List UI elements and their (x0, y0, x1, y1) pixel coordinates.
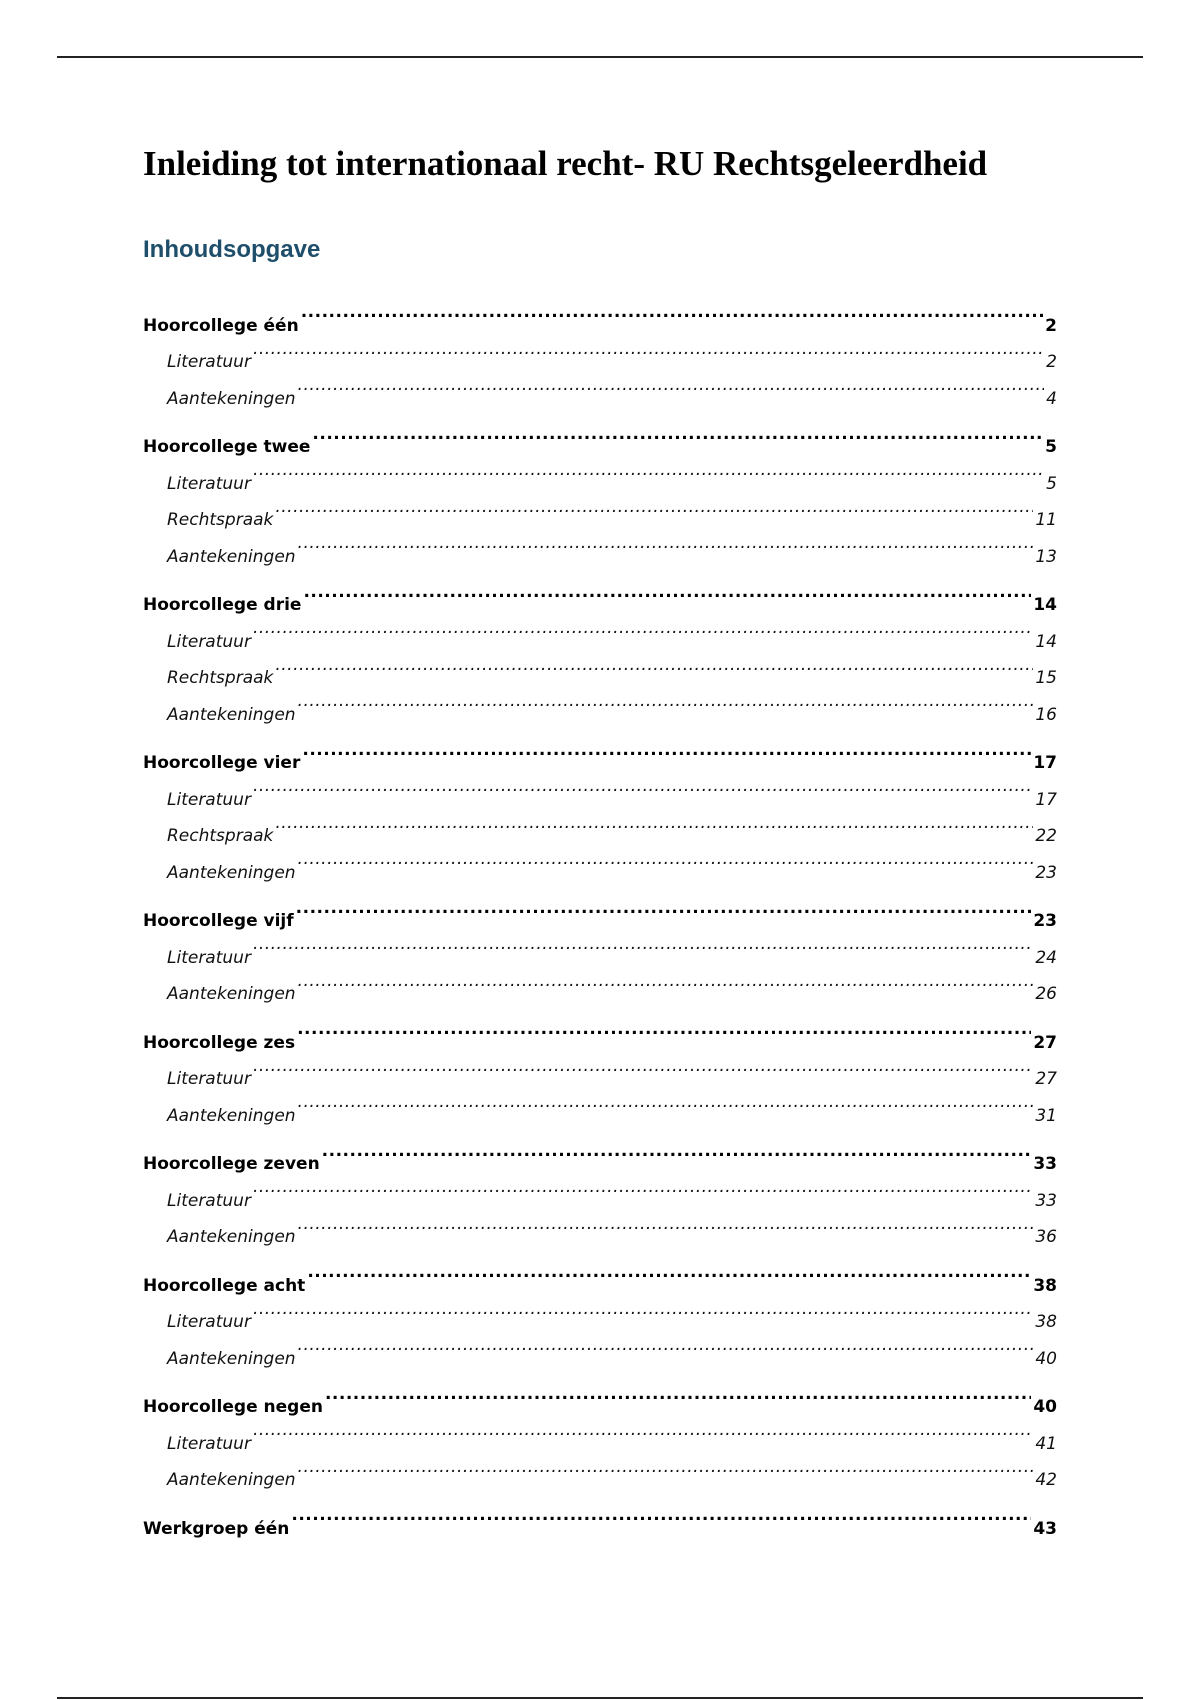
dot-leader (253, 768, 1033, 805)
dot-leader (322, 1133, 1032, 1170)
toc-entry[interactable] (143, 1376, 1057, 1417)
toc-page-number: 2 (1046, 352, 1057, 372)
dot-leader (296, 890, 1032, 927)
toc-page-number: 42 (1035, 1470, 1057, 1490)
toc-section (143, 1497, 1057, 1539)
toc-entry[interactable] (143, 1011, 1057, 1053)
toc-entry-label: Literatuur (167, 1312, 251, 1332)
dot-leader (301, 294, 1043, 331)
toc-section (143, 1254, 1057, 1369)
toc-section (143, 294, 1057, 409)
toc-entry[interactable] (143, 574, 1057, 615)
toc-page-number: 5 (1046, 473, 1057, 494)
toc-page-number: 40 (1035, 1348, 1057, 1369)
dot-leader (298, 1084, 1034, 1121)
toc-section (143, 1133, 1057, 1247)
toc-subentry[interactable] (143, 610, 1057, 652)
dot-leader (298, 963, 1034, 1000)
toc-entry-label: Rechtspraak (167, 826, 274, 846)
toc-page-number: 33 (1035, 1190, 1057, 1211)
toc-page-number: 4 (1046, 388, 1057, 409)
toc-entry-label: Hoorcollege vijf (143, 911, 294, 931)
toc-page-number: 14 (1035, 631, 1057, 652)
toc-page-number: 2 (1045, 315, 1057, 336)
toc-subentry[interactable] (143, 1048, 1057, 1089)
toc-page-number: 38 (1033, 1275, 1057, 1296)
dot-leader (298, 683, 1034, 720)
dot-leader (291, 1497, 1031, 1534)
toc-entry-label: Literatuur (167, 789, 251, 810)
toc-entry[interactable] (143, 1497, 1057, 1539)
toc-subentry[interactable] (143, 768, 1057, 810)
toc-entry-label: Aantekeningen (167, 546, 296, 567)
toc-entry-label: Aantekeningen (167, 984, 296, 1004)
table-of-contents (143, 294, 1057, 1546)
toc-page-number: 14 (1033, 595, 1057, 615)
toc-subentry[interactable] (143, 647, 1057, 688)
toc-section (143, 1376, 1057, 1490)
toc-subentry[interactable] (143, 1084, 1057, 1126)
toc-entry-label: Hoorcollege acht (143, 1275, 306, 1296)
toc-subentry[interactable] (143, 1327, 1057, 1369)
toc-entry-label: Aantekeningen (167, 1348, 296, 1369)
toc-entry-label: Aantekeningen (167, 704, 296, 725)
dot-leader (275, 489, 1033, 526)
toc-subentry[interactable] (143, 683, 1057, 725)
toc-page-number: 11 (1035, 510, 1057, 530)
toc-page-number: 43 (1033, 1518, 1057, 1539)
header-rule (57, 56, 1143, 58)
toc-page-number: 26 (1035, 984, 1057, 1004)
toc-heading: Inhoudsopgave (143, 236, 321, 263)
toc-entry-label: Literatuur (167, 947, 251, 968)
dot-leader (275, 805, 1033, 842)
toc-subentry[interactable] (143, 805, 1057, 846)
toc-entry[interactable] (143, 732, 1057, 773)
toc-page-number: 40 (1033, 1397, 1057, 1417)
toc-subentry[interactable] (143, 841, 1057, 883)
toc-page-number: 22 (1035, 826, 1057, 846)
dot-leader (303, 574, 1031, 611)
toc-page-number: 13 (1035, 546, 1057, 567)
toc-entry-label: Hoorcollege vier (143, 753, 301, 773)
toc-entry-label: Aantekeningen (167, 1227, 296, 1247)
toc-section (143, 732, 1057, 883)
dot-leader (253, 1048, 1033, 1085)
toc-entry[interactable] (143, 1254, 1057, 1296)
dot-leader (298, 1327, 1034, 1364)
toc-entry-label: Literatuur (167, 631, 251, 652)
toc-section (143, 1011, 1057, 1126)
dot-leader (253, 1169, 1033, 1206)
toc-subentry[interactable] (143, 1169, 1057, 1211)
dot-leader (302, 732, 1031, 769)
toc-subentry[interactable] (143, 525, 1057, 567)
toc-subentry[interactable] (143, 963, 1057, 1004)
toc-page-number: 5 (1045, 437, 1057, 457)
toc-entry-label: Aantekeningen (167, 388, 296, 409)
toc-section (143, 574, 1057, 725)
document-title: Inleiding tot internationaal recht- RU Rechtsgeleerdheid (143, 144, 988, 183)
toc-section (143, 416, 1057, 567)
toc-subentry[interactable] (143, 367, 1057, 409)
toc-entry-label: Aantekeningen (167, 1470, 296, 1490)
dot-leader (297, 1011, 1031, 1048)
toc-page-number: 41 (1035, 1433, 1057, 1454)
toc-page-number: 38 (1035, 1312, 1057, 1332)
toc-entry-label: Hoorcollege drie (143, 595, 302, 615)
toc-page-number: 23 (1033, 911, 1057, 931)
toc-entry-label: Aantekeningen (167, 862, 296, 883)
toc-entry[interactable] (143, 1133, 1057, 1174)
dot-leader (253, 926, 1033, 963)
dot-leader (298, 1206, 1034, 1243)
toc-page-number: 23 (1035, 862, 1057, 883)
dot-leader (307, 1254, 1031, 1291)
toc-entry-label: Hoorcollege negen (143, 1397, 323, 1417)
toc-page-number: 24 (1035, 947, 1057, 968)
toc-page-number: 27 (1033, 1032, 1057, 1053)
toc-entry-label: Literatuur (167, 473, 251, 494)
dot-leader (298, 1449, 1034, 1486)
toc-subentry[interactable] (143, 489, 1057, 530)
toc-entry-label: Hoorcollege zeven (143, 1154, 320, 1174)
dot-leader (253, 1291, 1033, 1328)
dot-leader (253, 1412, 1033, 1449)
toc-subentry[interactable] (143, 1449, 1057, 1490)
dot-leader (298, 841, 1034, 878)
toc-subentry[interactable] (143, 331, 1057, 372)
toc-entry-label: Hoorcollege zes (143, 1032, 296, 1053)
toc-page-number: 16 (1035, 704, 1057, 725)
dot-leader (298, 525, 1034, 562)
dot-leader (312, 416, 1043, 453)
toc-subentry[interactable] (143, 926, 1057, 968)
toc-entry-label: Literatuur (167, 1190, 251, 1211)
dot-leader (325, 1376, 1031, 1413)
toc-entry-label: Hoorcollege één (143, 315, 299, 336)
toc-section (143, 890, 1057, 1004)
dot-leader (275, 647, 1033, 684)
toc-page-number: 17 (1035, 789, 1057, 810)
toc-entry-label: Rechtspraak (167, 668, 274, 688)
toc-entry-label: Werkgroep één (143, 1518, 290, 1539)
dot-leader (253, 610, 1033, 647)
toc-subentry[interactable] (143, 1291, 1057, 1332)
dot-leader (298, 367, 1045, 404)
toc-entry-label: Literatuur (167, 1433, 251, 1454)
toc-page-number: 31 (1035, 1105, 1057, 1126)
footer-rule (57, 1697, 1143, 1699)
toc-subentry[interactable] (143, 1206, 1057, 1247)
dot-leader (253, 331, 1044, 368)
toc-page-number: 33 (1033, 1154, 1057, 1174)
toc-subentry[interactable] (143, 1412, 1057, 1454)
toc-entry[interactable] (143, 294, 1057, 336)
toc-page-number: 27 (1035, 1069, 1057, 1089)
toc-subentry[interactable] (143, 452, 1057, 494)
toc-entry[interactable] (143, 890, 1057, 931)
toc-page-number: 36 (1035, 1227, 1057, 1247)
toc-page-number: 17 (1033, 753, 1057, 773)
dot-leader (253, 452, 1044, 489)
toc-entry-label: Aantekeningen (167, 1105, 296, 1126)
toc-entry-label: Rechtspraak (167, 510, 274, 530)
toc-entry[interactable] (143, 416, 1057, 457)
toc-page-number: 15 (1035, 668, 1057, 688)
toc-entry-label: Literatuur (167, 352, 251, 372)
toc-entry-label: Literatuur (167, 1069, 251, 1089)
toc-entry-label: Hoorcollege twee (143, 437, 311, 457)
